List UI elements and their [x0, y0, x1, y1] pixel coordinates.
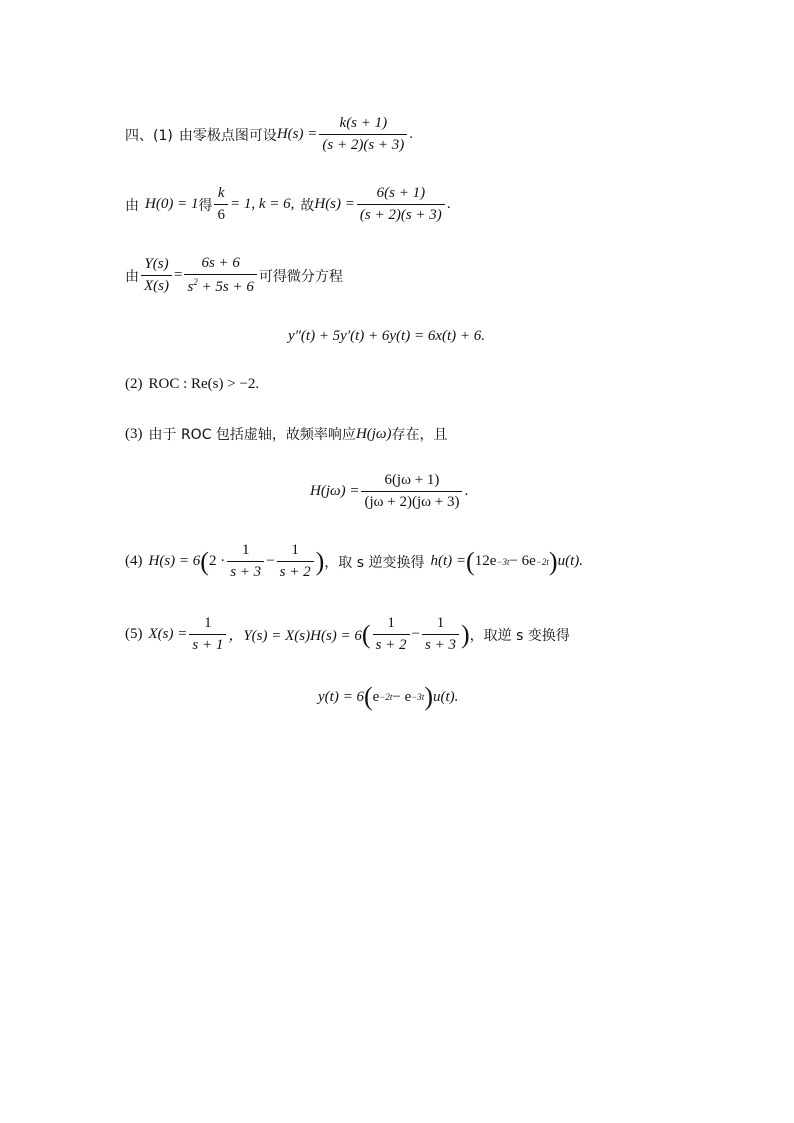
q1b-t3: 得 — [198, 197, 213, 214]
q4-minus: − — [266, 553, 275, 569]
q1b-fden: 6 — [214, 204, 228, 224]
q1d-line — [288, 328, 485, 345]
q1c-fnum: Y(s) — [144, 256, 169, 272]
q5-fnum: 1 — [204, 615, 212, 631]
q3-end: . — [464, 483, 469, 499]
q1-end: . — [409, 126, 414, 142]
q3-fraction — [361, 472, 462, 511]
q5-f1num: 1 — [387, 615, 395, 631]
q5-sup1: −2t — [379, 692, 393, 702]
q2-text: ROC : Re(s) > −2. — [148, 376, 260, 392]
q3-den: (jω + 2)(jω + 3) — [361, 491, 462, 511]
q1b-end: . — [446, 196, 451, 212]
q1-den: (s + 2)(s + 3) — [319, 134, 407, 154]
q3-t1: 由于 ROC 包括虚轴，故频率响应 — [148, 427, 356, 443]
q4-frac2 — [277, 542, 314, 581]
q1b-fraction — [357, 185, 445, 224]
q5-line: (5) X(s) = $\frac{1}{s + 1}$ ，Y(s) = X(s)H(s) = 6 ( $\frac{1}{s + 2}$ − $\frac{1}{s + 3}$ ) ，取逆 s 变换得 — [125, 615, 570, 653]
q4-sup2: −2t — [535, 556, 549, 567]
q3-label: (3) — [125, 425, 143, 442]
q3-lhs: H(jω) = — [310, 483, 360, 499]
q5-minus: − — [411, 626, 421, 642]
q4-label: (4) — [125, 553, 143, 569]
q1b-fnum: k — [217, 185, 225, 201]
q3-num: 6(jω + 1) — [384, 472, 440, 488]
q5-y: ，Y(s) = X(s)H(s) = 6 — [228, 628, 362, 644]
q1c-t2: 可得微分方程 — [258, 268, 343, 285]
q5-r1: y(t) = 6 — [318, 688, 364, 705]
q1c-den-sup: 2 — [193, 277, 198, 287]
q1c-t1: 由 — [125, 268, 139, 285]
q2-label: (2) — [125, 376, 143, 392]
q4-f1num: 1 — [241, 542, 250, 558]
q5-f1den: s + 2 — [373, 634, 410, 654]
q3-t3: 存在，且 — [391, 427, 448, 443]
q1b-den: (s + 2)(s + 3) — [357, 204, 445, 224]
q1c-eq: = — [174, 267, 183, 283]
q1d-eq: y″(t) + 5y′(t) + 6y(t) = 6x(t) + 6. — [288, 328, 486, 344]
q1b-t4: = 1, k = 6, — [229, 196, 295, 212]
q1c-fraction — [184, 255, 256, 296]
q1-fraction — [319, 115, 407, 154]
q1b-t2: H(0) = 1 — [145, 196, 199, 212]
q1b-line — [125, 185, 451, 224]
q4-h3: − 6e — [509, 553, 536, 569]
q4-h: h(t) = — [430, 553, 467, 569]
q4-h4: u(t). — [557, 553, 583, 569]
q5-f2den: s + 3 — [422, 634, 459, 654]
q4-f1den: s + 3 — [227, 561, 264, 581]
q4-f2den: s + 2 — [277, 561, 314, 581]
q5-label: (5) — [125, 626, 143, 642]
q1b-kfrac — [214, 185, 228, 224]
q5-t1: ，取逆 s 变换得 — [469, 627, 570, 644]
q1b-t6: H(s) = — [314, 196, 355, 212]
q5-frac2 — [422, 615, 459, 654]
q1-text: 由零极点图可设 — [178, 127, 277, 144]
q5-xfrac — [189, 615, 226, 654]
q5-fden: s + 1 — [189, 634, 226, 654]
q5-f2num: 1 — [436, 615, 445, 631]
q1-lhs: H(s) = — [276, 126, 318, 142]
q5-r2: e — [372, 688, 380, 705]
q1c-num: 6s + 6 — [201, 255, 240, 271]
q4-lhs: H(s) = 6 — [148, 553, 201, 569]
q1-prefix: 四、(1) — [125, 127, 173, 144]
q1c-line — [125, 255, 343, 296]
q1c-yx — [141, 256, 172, 295]
q1b-num: 6(s + 1) — [376, 185, 426, 201]
q4-line: (4) H(s) = 6 ( 2 · $\frac{1}{s + 3}$ − $\frac{1}{s + 2}$ ) ，取 s 逆变换得 h(t) = ( 12e −3t − 6e −2t ) u(t). — [125, 542, 583, 580]
q5-frac1 — [373, 615, 410, 654]
q4-a: 2 · — [208, 553, 226, 569]
q5-x: X(s) = — [148, 626, 188, 642]
q5-r3: − e — [392, 688, 412, 705]
q4-frac1 — [227, 542, 264, 581]
q1b-t5: 故 — [300, 197, 315, 214]
q4-t1: ，取 s 逆变换得 — [324, 554, 425, 571]
q1b-t1: 由 — [125, 197, 139, 214]
q4-sup1: −3t — [496, 556, 510, 567]
q2-line — [125, 376, 259, 393]
q3-line — [125, 424, 448, 444]
q3-t2: H(jω) — [355, 425, 392, 442]
q1-num: k(s + 1) — [339, 115, 388, 131]
q1c-fden: X(s) — [141, 275, 172, 295]
q1c-den-a: s — [187, 279, 194, 295]
q4-f2num: 1 — [291, 542, 299, 558]
q5-sup2: −3t — [411, 692, 425, 702]
q3-eq-line — [310, 472, 468, 511]
q4-h2: 12e — [474, 553, 497, 569]
q5-r4: u(t). — [432, 688, 459, 705]
q1-line — [125, 115, 413, 154]
q5-result-line: y(t) = 6 ( e −2t − e −3t ) u(t). — [318, 682, 459, 711]
q1c-den — [184, 274, 256, 296]
q1c-den-b: + 5s + 6 — [197, 279, 254, 295]
